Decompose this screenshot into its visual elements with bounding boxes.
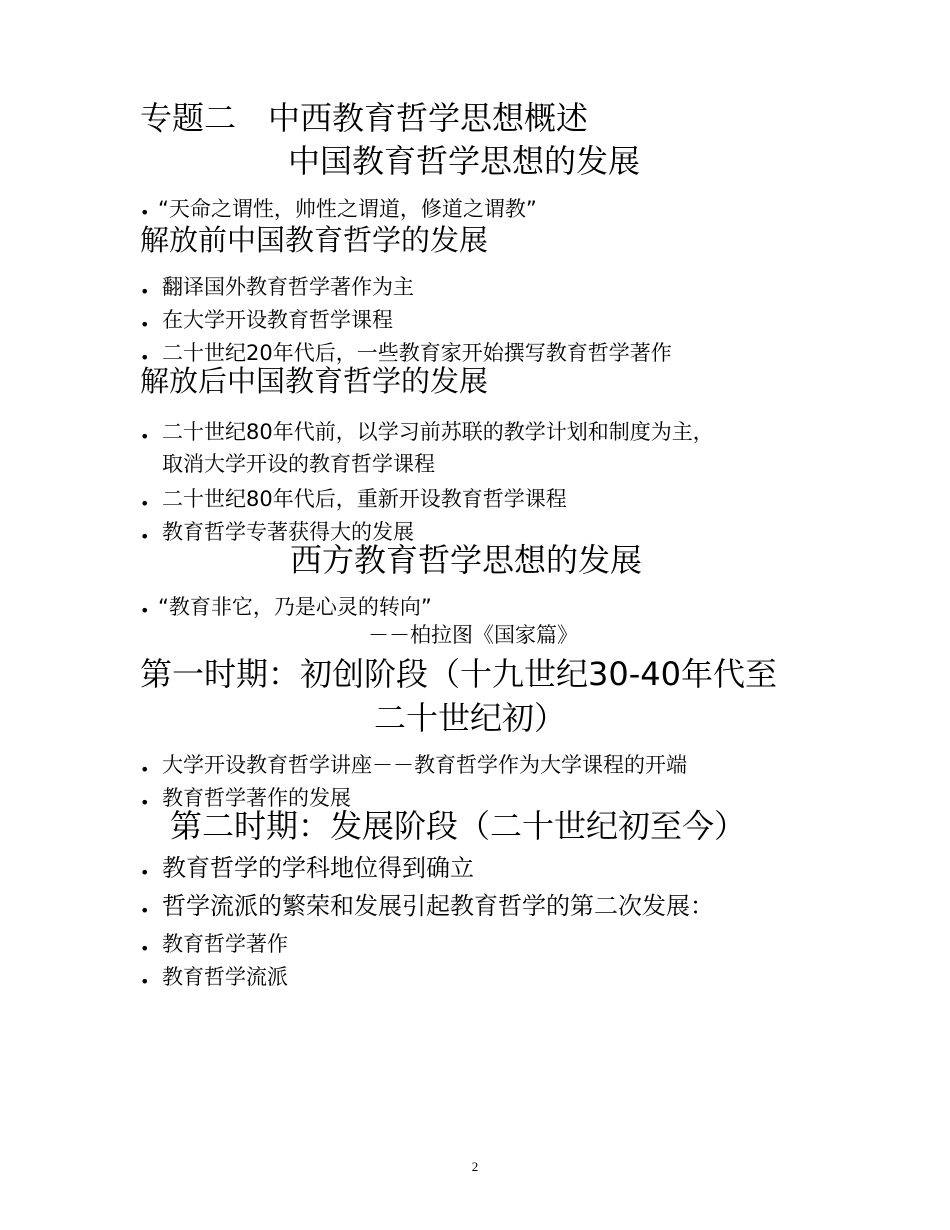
chinese-heading: 中国教育哲学思想的发展 xyxy=(288,142,641,180)
western-quote-source: －－柏拉图《国家篇》 xyxy=(368,623,578,647)
list-item: 二十世纪20年代后，一些教育家开始撰写教育哲学著作 xyxy=(162,341,672,365)
list-item: 二十世纪80年代后，重新开设教育哲学课程 xyxy=(162,487,567,511)
list-item: 哲学流派的繁荣和发展引起教育哲学的第二次发展： xyxy=(162,892,714,920)
bullet-icon: • xyxy=(140,972,150,991)
bullet-icon: • xyxy=(140,203,150,222)
main-title: 专题二 中西教育哲学思想概述 xyxy=(140,99,589,137)
western-quote: “教育非它，乃是心灵的转向” xyxy=(158,595,432,619)
post-liberation-heading: 解放后中国教育哲学的发展 xyxy=(140,364,489,398)
list-item: 翻译国外教育哲学著作为主 xyxy=(162,275,414,299)
bullet-icon: • xyxy=(140,527,150,546)
list-item-continuation: 取消大学开设的教育哲学课程 xyxy=(162,452,435,476)
pre-liberation-heading: 解放前中国教育哲学的发展 xyxy=(140,223,489,257)
list-item: 教育哲学的学科地位得到确立 xyxy=(162,854,474,882)
bullet-icon: • xyxy=(140,282,150,301)
list-item: 教育哲学专著获得大的发展 xyxy=(162,520,414,544)
period1-heading: 第一时期：初创阶段（十九世纪30-40年代至 xyxy=(140,655,777,693)
bullet-icon: • xyxy=(140,760,150,779)
list-item: 教育哲学著作的发展 xyxy=(162,786,351,810)
period2-heading: 第二时期：发展阶段（二十世纪初至今） xyxy=(170,807,747,845)
bullet-icon: • xyxy=(140,793,150,812)
period1-heading-line2: 二十世纪初） xyxy=(374,699,567,737)
list-item: 教育哲学流派 xyxy=(162,965,288,989)
bullet-icon: • xyxy=(140,601,150,620)
bullet-icon: • xyxy=(140,427,150,446)
list-item: 二十世纪80年代前，以学习前苏联的教学计划和制度为主， xyxy=(162,420,714,444)
bullet-icon: • xyxy=(140,939,150,958)
list-item: 教育哲学著作 xyxy=(162,932,288,956)
bullet-icon: • xyxy=(140,315,150,334)
bullet-icon: • xyxy=(140,348,150,367)
bullet-icon: • xyxy=(140,901,150,920)
western-heading: 西方教育哲学思想的发展 xyxy=(290,541,643,579)
page-number: 2 xyxy=(471,1159,479,1174)
list-item: 大学开设教育哲学讲座－－教育哲学作为大学课程的开端 xyxy=(162,753,687,777)
bullet-icon: • xyxy=(140,494,150,513)
chinese-quote: “天命之谓性，帅性之谓道，修道之谓教” xyxy=(158,197,537,221)
bullet-icon: • xyxy=(140,863,150,882)
list-item: 在大学开设教育哲学课程 xyxy=(162,308,393,332)
